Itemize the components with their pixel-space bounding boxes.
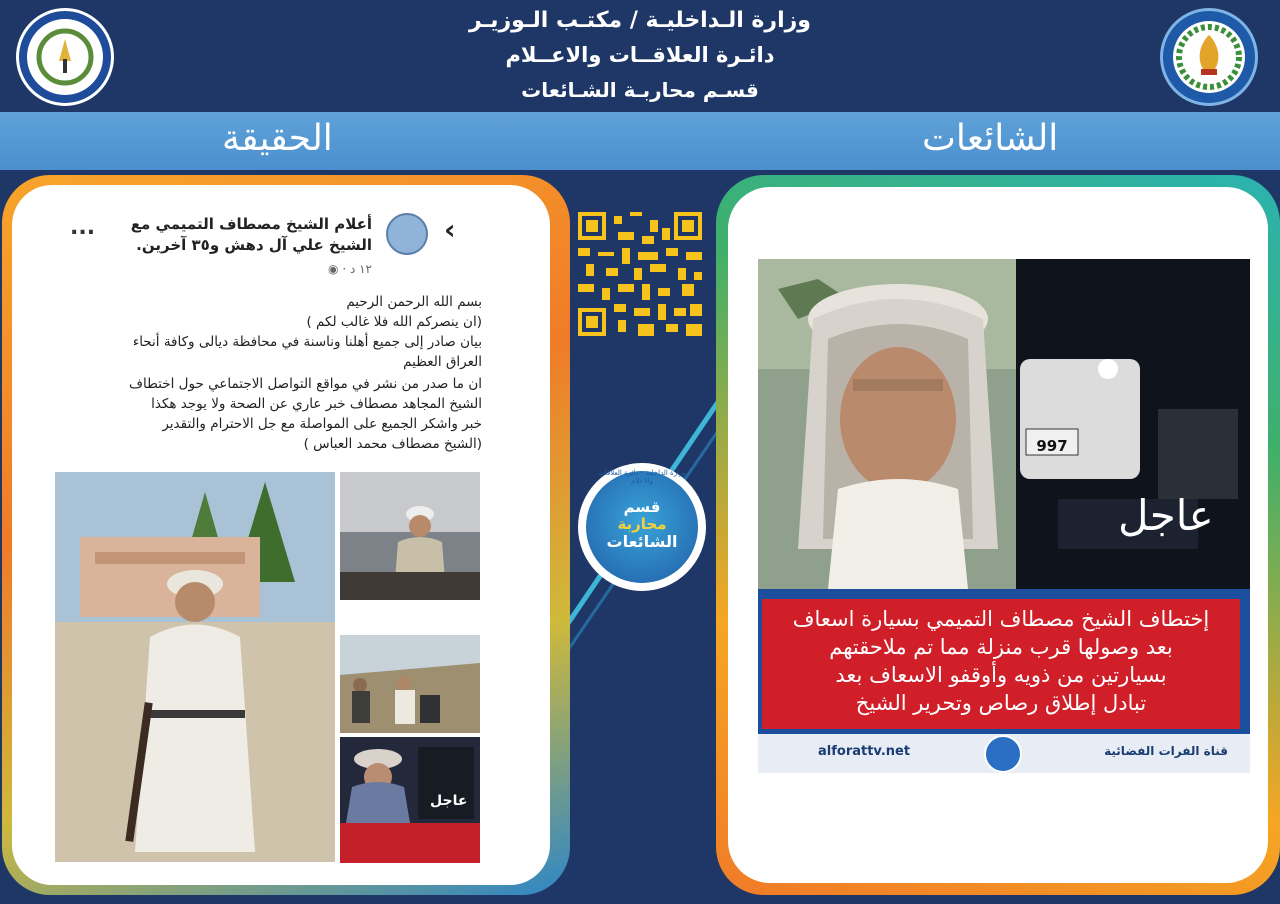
post-body-line-2: (ان ينصركم الله فلا غالب لكم ) [306, 314, 482, 330]
channel-logo-icon [984, 735, 1022, 773]
post-body-line-4: العراق العظيم [403, 354, 482, 370]
sheikh-standing-photo[interactable] [55, 472, 335, 862]
header-line-1: وزارة الـداخليـة / مكتـب الـوزيـر [469, 8, 811, 33]
badge-title-3: الشائعات [606, 532, 678, 551]
news-thumb-photo[interactable] [340, 737, 480, 863]
plate-number: 997 [1036, 437, 1068, 455]
post-author-line-2[interactable]: الشيخ علي آل دهش و٣٥ آخرين. [136, 236, 372, 254]
rumor-news-image[interactable] [758, 259, 1250, 773]
post-body-line-8: (الشيخ مصطاف محمد العباس ) [303, 436, 482, 452]
rumor-line-1: إختطاف الشيخ مصطاف التميمي بسيارة اسعاف [792, 607, 1210, 631]
rumor-department-badge [578, 463, 706, 591]
post-body-line-3: بيان صادر إلى جميع أهلنا وناسنة في محافظة ديالى وكافة أنحاء [132, 334, 482, 350]
channel-name: قناة الفرات الفضائية [1104, 744, 1228, 758]
more-options-icon[interactable]: ... [70, 215, 96, 240]
post-meta [272, 260, 372, 279]
globe-icon: ◉ [328, 262, 339, 276]
truth-label: الحقيقة [222, 118, 333, 159]
rumor-line-4: تبادل إطلاق رصاص وتحرير الشيخ [855, 691, 1147, 715]
qr-code[interactable] [578, 212, 702, 336]
post-author-line-1[interactable]: أعلام الشيخ مصطاف التميمي مع [130, 215, 372, 233]
author-avatar[interactable] [386, 213, 428, 255]
channel-site[interactable]: alforattv.net [818, 744, 911, 759]
post-time: ١٢ د · [338, 262, 372, 276]
truth-card [12, 185, 550, 885]
post-body-line-5: ان ما صدر من نشر في مواقع التواصل الاجتماعي حول اختطاف [129, 376, 482, 392]
rumor-card [728, 187, 1268, 883]
post-body-line-7: خبر واشكر الجميع على المواصلة مع جل الاحترام والتقدير [162, 416, 482, 432]
badge-title-2: محاربة [617, 515, 667, 533]
rumor-line-3: بسيارتين من ذويه وأوقفو الاسعاف بعد [835, 663, 1167, 687]
breaking-badge: عاجل [1118, 491, 1214, 540]
badge-title-1: قسم [623, 498, 661, 516]
thumb-breaking-badge: عاجل [430, 793, 468, 809]
section-band [0, 112, 1280, 170]
back-chevron-icon[interactable]: ‹ [444, 213, 456, 246]
rumor-headline [762, 599, 1240, 729]
post-body-line-6: الشيخ المجاهد مصطاف خبر عاري عن الصحة ولا يوجد هكذا [151, 396, 482, 412]
rumor-line-2: بعد وصولها قرب منزلة مما تم ملاحقتهم [829, 635, 1173, 659]
gathering-photo[interactable] [340, 635, 480, 733]
header-line-3: قسـم محاربـة الشـائعات [521, 78, 759, 102]
post-body-line-1: بسم الله الرحمن الرحيم [346, 294, 482, 310]
badge-ring-text: وزارة الداخلية - دائرة العلاقات والاعلام [598, 469, 686, 485]
sheikh-seated-photo[interactable] [340, 472, 480, 600]
rumor-label: الشائعات [922, 118, 1059, 159]
header-line-2: دائـرة العلاقــات والاعــلام [505, 43, 775, 67]
